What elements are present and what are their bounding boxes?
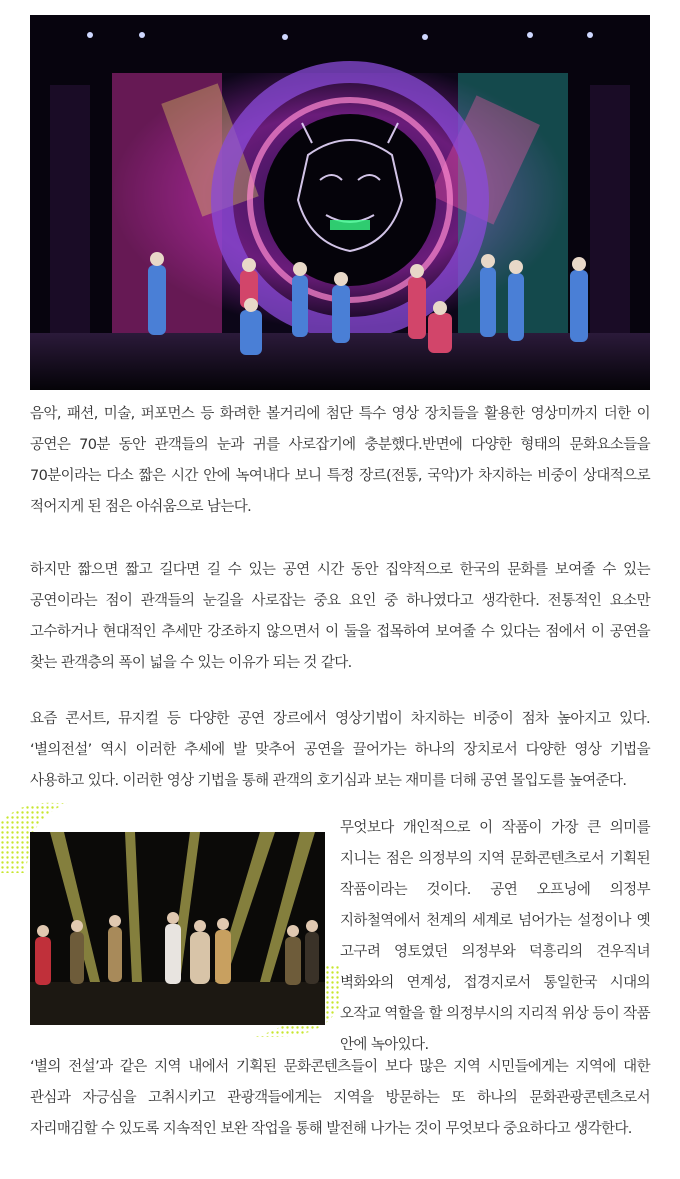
- dance-illustration: [30, 832, 325, 1025]
- inline-photo-block: [0, 795, 345, 1035]
- paragraph-1: 음악, 패션, 미술, 퍼포먼스 등 화려한 볼거리에 첨단 특수 영상 장치들을 활용한 영상미까지 더한 이 공연은 70분 동안 관객들의 눈과 귀를 사로잡기에 충분했다.반면에 다양한 형태의 문화요소들을 70분이라는 다소 짧은 시간 안에 녹여내다 보니 특정 장르(전통, 국악)가 차지하는 비중이 상대적으로 적어지게 된 점은 아쉬움으로 남는다.: [30, 406, 650, 515]
- paragraph-5: ‘별의 전설’과 같은 지역 내에서 기획된 문화콘텐츠들이 보다 많은 지역 시민들에게는 지역에 대한 관심과 자긍심을 고취시키고 관광객들에게는 지역을 방문하는 또 하나의 문화관광콘텐츠로서 자리매김할 수 있도록 지속적인 보완 작업을 통해 발전해 나가는 것이 무엇보다 중요하다고 생각한다.: [30, 1059, 650, 1137]
- paragraph-2: 하지만 짧으면 짧고 길다면 길 수 있는 공연 시간 동안 집약적으로 한국의 문화를 보여줄 수 있는 공연이라는 점이 관객들의 눈길을 사로잡는 중요 요인 중 하나였다고 생각한다. 전통적인 요소만 고수하거나 현대적인 추세만 강조하지 않으면서 이 둘을 접목하여 보여줄 수 있다는 점에서 이 공연을 찾는 관객층의 폭이 넓을 수 있는 이유가 되는 것 같다.: [30, 562, 650, 671]
- dance-performance-photo: [30, 832, 325, 1025]
- paragraph-3: 요즘 콘서트, 뮤지컬 등 다양한 공연 장르에서 영상기법이 차지하는 비중이 점차 높아지고 있다. ‘별의전설’ 역시 이러한 추세에 발 맞추어 공연을 끌어가는 하나의 장치로서 다양한 영상 기법을 사용하고 있다. 이러한 영상 기법을 통해 관객의 호기심과 보는 재미를 더해 공연 몰입도를 높여준다.: [30, 711, 650, 789]
- stage-photo-hero: [30, 15, 650, 390]
- stage-illustration: [30, 15, 650, 390]
- paragraph-4: 무엇보다 개인적으로 이 작품이 가장 큰 의미를 지니는 점은 의정부의 지역 문화콘텐츠로서 기획된 작품이라는 것이다. 공연 오프닝에 의정부 지하철역에서 천계의 세계로 넘어가는 설정이나 옛 고구려 영토였던 의정부와 덕흥리의 견우직녀 벽화와의 연계성, 접경지로서 통일한국 시대의 오작교 역할을 할 의정부시의 지리적 위상 등이 작품 안에 녹아있다.: [340, 820, 650, 1053]
